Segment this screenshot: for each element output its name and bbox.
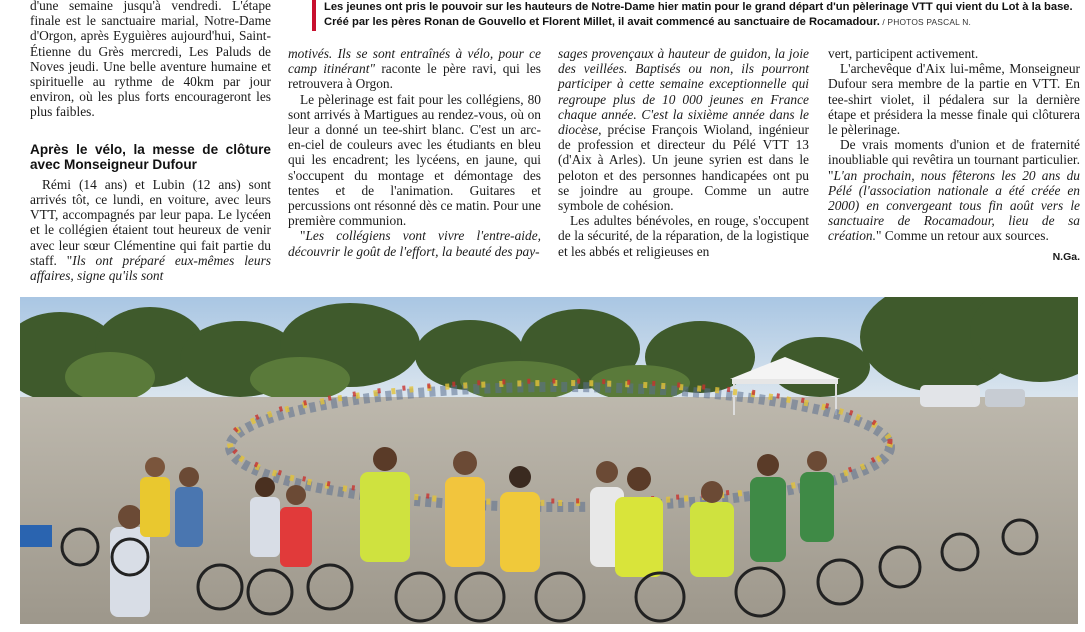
photo-credit: / PHOTOS PASCAL N. [879,16,971,27]
quote: Ils ont préparé eux-mêmes leurs affaires, signe qu'ils sont [30,252,271,284]
paragraph: "Les collégiens vont vivre l'entre-aide, découvrir le goût de l'effort, la beauté des pay- [288,228,541,259]
paragraph: L'archevêque d'Aix lui-même, Monseigneur Dufour sera membre de la partie en VTT. En tee-shirt violet, il pédalera sur la dernière étape et présidera la messe finale qui clôturera le pèlerinage. [828,61,1080,138]
quote: Les collégiens vont vivre l'entre-aide, découvrir le goût de l'effort, la beauté des pay- [288,228,541,259]
article-subheading: Après le vélo, la messe de clôture avec Monseigneur Dufour [30,141,271,173]
article-photo [20,297,1078,624]
paragraph: vert, participent activement. [828,46,979,61]
caption-text: Les jeunes ont pris le pouvoir sur les hauteurs de Notre-Dame hier matin pour le grand départ d'un pèlerinage VTT qui vient du Lot à la base. Créé par les pères Ronan de Gouvello et Florent Millet, il avait commencé au sanctuaire de Rocamadour. [324,1,1073,28]
article-column-2 [288,46,541,259]
paragraph: sages provençaux à hauteur de guidon, la joie des veillées. Baptisés ou non, ils pourront participer à cette semaine exceptionnelle qui regroupe plus de 10 000 jeunes en France chaque année. C'est la sixième année dans le diocèse, précise François Wioland, ingénieur de profession et directeur du Pélé VTT 13 (d'Aix à Arles). Un jeune syrien est dans le peloton et des personnes handicapées ont pu se joindre au groupe. Comme un autre symbole de cohésion. [558,46,809,214]
quote: motivés. Ils se sont entraînés à vélo, pour ce camp itinérant" [288,46,541,77]
quote: L'an prochain, nous fêterons les 20 ans du Pélé (l'association nationale a été créée en 2000) en convergeant tous fin août vers le sanctuaire de Rocamadour, lieu de sa création. [828,167,1080,244]
paragraph: De vrais moments d'union et de fraternité inoubliable qui revêtira un tournant particulier. "L'an prochain, nous fêterons les 20 ans du Pélé (l'association nationale a été créée en 2000) en convergeant tous fin août vers le sanctuaire de Rocamadour, lieu de sa création." Comme un retour aux sources. [828,137,1080,244]
paragraph: d'une semaine jusqu'à vendredi. L'étape finale est le sanctuaire marial, Notre-Dame d'Orgon, après Eyguières aujourd'hui, Saint-Étienne du Grès mercredi, Les Paluds de Noves jeudi. Une belle aventure humaine et spirituelle au rythme de 40km par jour environ, où les plus forts encourageront les plus faibles. [30,0,271,120]
paragraph: motivés. Ils se sont entraînés à vélo, pour ce camp itinérant" raconte le père ravi, qui les retrouvera à Orgon. [288,46,542,92]
quote: sages provençaux à hauteur de guidon, la joie des veillées. Baptisés ou non, ils pourront participer à cette semaine exceptionnelle qui regroupe plus de 10 000 jeunes en France chaque année. C'est la sixième année dans le diocèse, [558,46,809,138]
paragraph: Les adultes bénévoles, en rouge, s'occupent de la sécurité, de la réparation, de la logistique et les abbés et religieuses en [558,213,809,259]
article-column-4 [828,46,1080,265]
article-column-1 [30,0,271,283]
paragraph: Le pèlerinage est fait pour les collégiens, 80 sont arrivés à Martigues au rendez-vous, où on leur a donné un tee-shirt blanc. C'est un arc-en-ciel de couleurs avec les étudiants en bleu qui les encadrent; les lycéens, en jaune, qui s'occupent du montage et démontage des tentes et de l'animation. Guitares et percussions ont résonné dès ce matin. Pour une première communion. [288,91,541,229]
article-column-3 [558,46,809,259]
photo-caption [312,0,1082,29]
cyclists-circle-photo [20,297,1078,624]
paragraph: Rémi (14 ans) et Lubin (12 ans) sont arrivés tôt, ce lundi, en voiture, avec leurs VTT, accompagnés par leur papa. Le lycéen et le collégien étaient tout heureux de venir avec leur sœur Clémentine qui fait partie du staff. "Ils ont préparé eux-mêmes leurs affaires, signe qu'ils sont [30,176,271,284]
author-signature: N.Ga. [1052,250,1080,263]
